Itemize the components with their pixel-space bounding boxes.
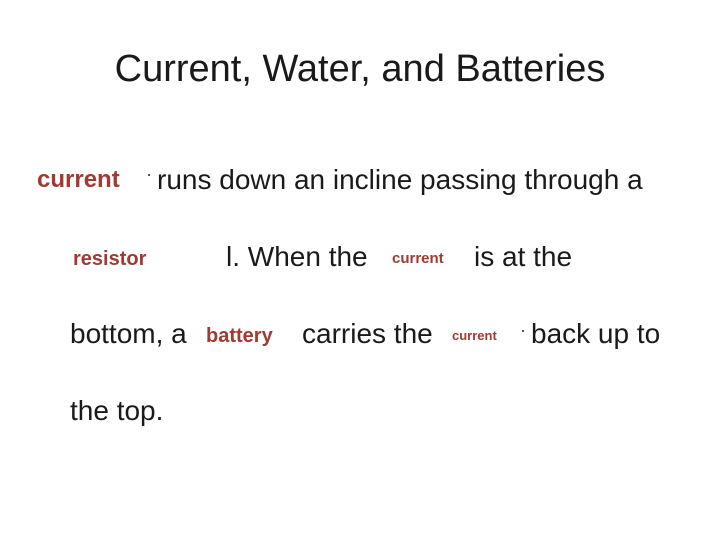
keyword-resistor: resistor (73, 248, 147, 270)
line3-text-a: bottom, a (70, 318, 187, 349)
slide-title: Current, Water, and Batteries (114, 48, 606, 90)
dot-mark (148, 174, 150, 176)
line4-text: the top. (70, 395, 164, 426)
keyword-current-3: current (452, 328, 497, 343)
keyword-current-1: current (37, 166, 120, 193)
line1-text: runs down an incline passing through a (157, 164, 643, 195)
line2-text-b: is at the (474, 241, 573, 272)
line3-text-c: back up to (531, 318, 661, 349)
keyword-current-2: current (392, 250, 444, 267)
keyword-battery: battery (206, 325, 273, 347)
line3-text-b: carries the (302, 318, 433, 349)
line2-text-a: l. When the (226, 241, 368, 272)
dot-mark (522, 330, 524, 332)
